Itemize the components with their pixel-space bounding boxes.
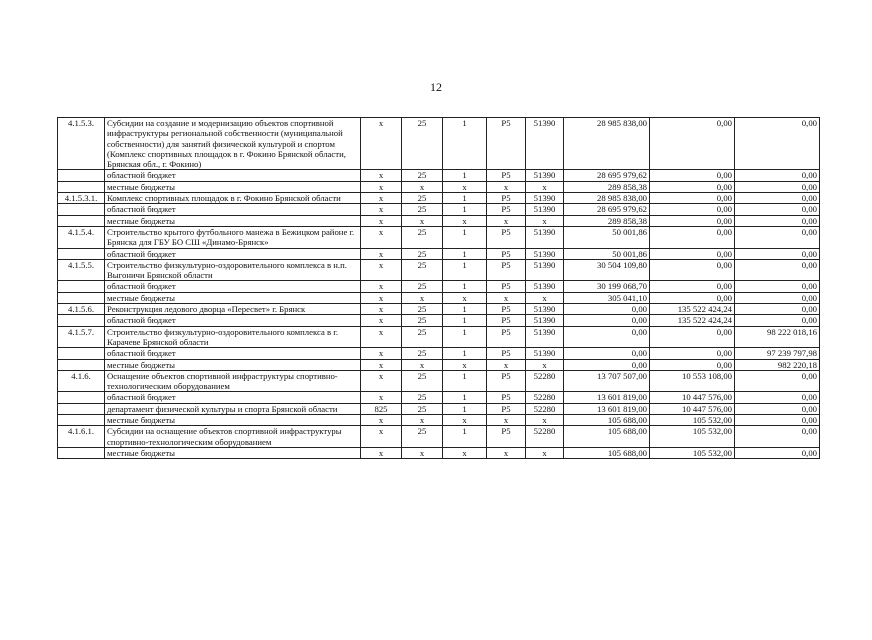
- col-project-code: P5: [487, 259, 526, 281]
- col-year-3-amount: 0,00: [735, 193, 820, 204]
- col-subprogram-code: 1: [443, 348, 487, 359]
- col-subprogram-code: 1: [443, 204, 487, 215]
- col-project-code: P5: [487, 315, 526, 326]
- budget-table-body: [58, 118, 820, 459]
- row-code: [58, 170, 105, 181]
- col-admin-code: х: [361, 359, 402, 370]
- col-program-code: 25: [402, 226, 443, 248]
- col-year-3-amount: 0,00: [735, 370, 820, 392]
- col-year-3-amount: 0,00: [735, 403, 820, 414]
- row-code: [58, 281, 105, 292]
- col-direction-code: 51390: [526, 204, 564, 215]
- table-row: [58, 281, 820, 292]
- row-name: местные бюджеты: [105, 215, 361, 226]
- table-row: [58, 370, 820, 392]
- col-direction-code: х: [526, 181, 564, 192]
- col-year-2-amount: 0,00: [650, 193, 735, 204]
- col-program-code: х: [402, 292, 443, 303]
- col-year-3-amount: 0,00: [735, 215, 820, 226]
- col-project-code: P5: [487, 326, 526, 348]
- col-subprogram-code: х: [443, 359, 487, 370]
- col-admin-code: х: [361, 426, 402, 448]
- col-subprogram-code: х: [443, 215, 487, 226]
- col-year-2-amount: 0,00: [650, 292, 735, 303]
- col-program-code: х: [402, 415, 443, 426]
- col-year-1-amount: 0,00: [564, 326, 650, 348]
- col-year-2-amount: 0,00: [650, 226, 735, 248]
- row-code: [58, 348, 105, 359]
- col-admin-code: х: [361, 118, 402, 170]
- row-name: Строительство крытого футбольного манежа в Бежицком районе г. Брянска для ГБУ БО СШ «Динамо-Брянск»: [105, 226, 361, 248]
- col-year-1-amount: 50 001,86: [564, 226, 650, 248]
- row-code: 4.1.6.: [58, 370, 105, 392]
- col-program-code: 25: [402, 170, 443, 181]
- col-admin-code: х: [361, 326, 402, 348]
- col-project-code: P5: [487, 403, 526, 414]
- col-year-1-amount: 289 858,38: [564, 181, 650, 192]
- col-program-code: 25: [402, 259, 443, 281]
- col-project-code: P5: [487, 281, 526, 292]
- col-program-code: 25: [402, 304, 443, 315]
- col-subprogram-code: 1: [443, 426, 487, 448]
- col-project-code: х: [487, 415, 526, 426]
- col-year-3-amount: 0,00: [735, 315, 820, 326]
- col-subprogram-code: 1: [443, 392, 487, 403]
- row-code: [58, 392, 105, 403]
- col-admin-code: х: [361, 215, 402, 226]
- col-year-2-amount: 105 532,00: [650, 415, 735, 426]
- col-year-2-amount: 0,00: [650, 215, 735, 226]
- col-project-code: P5: [487, 193, 526, 204]
- row-code: 4.1.5.5.: [58, 259, 105, 281]
- col-admin-code: 825: [361, 403, 402, 414]
- row-name: областной бюджет: [105, 248, 361, 259]
- col-direction-code: 51390: [526, 193, 564, 204]
- col-year-1-amount: 30 199 068,70: [564, 281, 650, 292]
- row-name: областной бюджет: [105, 170, 361, 181]
- col-year-2-amount: 10 447 576,00: [650, 403, 735, 414]
- col-admin-code: х: [361, 181, 402, 192]
- col-direction-code: 51390: [526, 259, 564, 281]
- col-project-code: х: [487, 181, 526, 192]
- col-admin-code: х: [361, 281, 402, 292]
- row-name: местные бюджеты: [105, 359, 361, 370]
- col-program-code: 25: [402, 248, 443, 259]
- row-code: [58, 204, 105, 215]
- col-program-code: 25: [402, 392, 443, 403]
- row-name: Субсидии на создание и модернизацию объектов спортивной инфраструктуры региональной собственности (муниципальной собственности) для занятий физической культурой и спортом (Комплекс спортивных площадок в г. Фокино Брянской области, Брянская обл., г. Фокино): [105, 118, 361, 170]
- col-year-2-amount: 0,00: [650, 259, 735, 281]
- col-project-code: P5: [487, 348, 526, 359]
- row-name: областной бюджет: [105, 348, 361, 359]
- table-row: [58, 248, 820, 259]
- row-code: 4.1.6.1.: [58, 426, 105, 448]
- col-direction-code: х: [526, 292, 564, 303]
- table-row: [58, 447, 820, 458]
- col-program-code: 25: [402, 204, 443, 215]
- col-year-3-amount: 0,00: [735, 226, 820, 248]
- col-year-1-amount: 30 504 109,80: [564, 259, 650, 281]
- col-admin-code: х: [361, 259, 402, 281]
- col-year-1-amount: 28 695 979,62: [564, 204, 650, 215]
- col-direction-code: х: [526, 215, 564, 226]
- row-code: [58, 447, 105, 458]
- col-subprogram-code: 1: [443, 315, 487, 326]
- col-project-code: P5: [487, 392, 526, 403]
- row-code: 4.1.5.7.: [58, 326, 105, 348]
- row-name: областной бюджет: [105, 392, 361, 403]
- col-admin-code: х: [361, 292, 402, 303]
- col-subprogram-code: 1: [443, 118, 487, 170]
- row-code: [58, 315, 105, 326]
- col-year-1-amount: 289 858,38: [564, 215, 650, 226]
- col-year-1-amount: 0,00: [564, 359, 650, 370]
- col-project-code: P5: [487, 304, 526, 315]
- row-name: областной бюджет: [105, 315, 361, 326]
- col-subprogram-code: 1: [443, 403, 487, 414]
- table-row: [58, 193, 820, 204]
- budget-table: [57, 117, 820, 459]
- col-year-1-amount: 105 688,00: [564, 447, 650, 458]
- col-program-code: 25: [402, 426, 443, 448]
- col-admin-code: х: [361, 248, 402, 259]
- col-year-1-amount: 50 001,86: [564, 248, 650, 259]
- col-program-code: х: [402, 447, 443, 458]
- row-name: департамент физической культуры и спорта Брянской области: [105, 403, 361, 414]
- col-year-3-amount: 0,00: [735, 118, 820, 170]
- col-year-3-amount: 0,00: [735, 248, 820, 259]
- col-year-1-amount: 105 688,00: [564, 426, 650, 448]
- col-year-3-amount: 0,00: [735, 292, 820, 303]
- row-code: [58, 292, 105, 303]
- col-subprogram-code: х: [443, 181, 487, 192]
- col-subprogram-code: 1: [443, 281, 487, 292]
- col-project-code: P5: [487, 226, 526, 248]
- col-year-2-amount: 0,00: [650, 181, 735, 192]
- col-direction-code: 52280: [526, 392, 564, 403]
- table-row: [58, 326, 820, 348]
- row-name: Строительство физкультурно-оздоровительного комплекса в н.п. Выгоничи Брянской области: [105, 259, 361, 281]
- col-year-2-amount: 135 522 424,24: [650, 315, 735, 326]
- row-name: Комплекс спортивных площадок в г. Фокино Брянской области: [105, 193, 361, 204]
- col-year-2-amount: 10 553 108,00: [650, 370, 735, 392]
- row-name: местные бюджеты: [105, 447, 361, 458]
- col-program-code: 25: [402, 403, 443, 414]
- row-code: 4.1.5.3.1.: [58, 193, 105, 204]
- col-direction-code: 51390: [526, 170, 564, 181]
- col-year-3-amount: 0,00: [735, 204, 820, 215]
- col-year-3-amount: 97 239 797,98: [735, 348, 820, 359]
- col-admin-code: х: [361, 170, 402, 181]
- page-number: 12: [430, 80, 442, 94]
- col-program-code: 25: [402, 326, 443, 348]
- col-direction-code: 51390: [526, 248, 564, 259]
- col-year-3-amount: 0,00: [735, 304, 820, 315]
- col-direction-code: 51390: [526, 281, 564, 292]
- row-name: местные бюджеты: [105, 292, 361, 303]
- row-name: местные бюджеты: [105, 181, 361, 192]
- col-year-3-amount: 0,00: [735, 415, 820, 426]
- col-year-1-amount: 28 985 838,00: [564, 193, 650, 204]
- row-name: Реконструкция ледового дворца «Пересвет» г. Брянск: [105, 304, 361, 315]
- row-code: 4.1.5.4.: [58, 226, 105, 248]
- col-direction-code: 52280: [526, 426, 564, 448]
- col-year-2-amount: 0,00: [650, 170, 735, 181]
- row-code: [58, 415, 105, 426]
- col-project-code: х: [487, 292, 526, 303]
- col-year-2-amount: 135 522 424,24: [650, 304, 735, 315]
- col-subprogram-code: 1: [443, 370, 487, 392]
- col-program-code: 25: [402, 370, 443, 392]
- col-year-1-amount: 13 707 507,00: [564, 370, 650, 392]
- table-row: [58, 170, 820, 181]
- col-direction-code: 51390: [526, 315, 564, 326]
- col-year-2-amount: 0,00: [650, 359, 735, 370]
- col-year-3-amount: 0,00: [735, 392, 820, 403]
- row-code: [58, 359, 105, 370]
- col-direction-code: 51390: [526, 226, 564, 248]
- table-row: [58, 315, 820, 326]
- col-project-code: х: [487, 359, 526, 370]
- col-program-code: 25: [402, 281, 443, 292]
- col-program-code: 25: [402, 193, 443, 204]
- col-admin-code: х: [361, 315, 402, 326]
- col-subprogram-code: 1: [443, 226, 487, 248]
- col-project-code: P5: [487, 170, 526, 181]
- col-admin-code: х: [361, 304, 402, 315]
- row-name: Строительство физкультурно-оздоровительного комплекса в г. Карачеве Брянской области: [105, 326, 361, 348]
- col-project-code: P5: [487, 118, 526, 170]
- row-code: 4.1.5.6.: [58, 304, 105, 315]
- row-name: Оснащение объектов спортивной инфраструктуры спортивно-технологическим оборудованием: [105, 370, 361, 392]
- col-program-code: х: [402, 359, 443, 370]
- col-subprogram-code: х: [443, 415, 487, 426]
- row-name: Субсидии на оснащение объектов спортивной инфраструктуры спортивно-технологическим оборудованием: [105, 426, 361, 448]
- table-row: [58, 426, 820, 448]
- col-direction-code: 51390: [526, 326, 564, 348]
- col-program-code: 25: [402, 118, 443, 170]
- col-year-1-amount: 13 601 819,00: [564, 392, 650, 403]
- col-project-code: P5: [487, 370, 526, 392]
- row-name: областной бюджет: [105, 204, 361, 215]
- table-row: [58, 392, 820, 403]
- col-year-3-amount: 0,00: [735, 181, 820, 192]
- col-year-2-amount: 0,00: [650, 118, 735, 170]
- col-year-2-amount: 0,00: [650, 248, 735, 259]
- table-row: [58, 181, 820, 192]
- col-admin-code: х: [361, 193, 402, 204]
- col-year-1-amount: 0,00: [564, 304, 650, 315]
- col-year-3-amount: 0,00: [735, 170, 820, 181]
- col-year-3-amount: 0,00: [735, 259, 820, 281]
- col-direction-code: 51390: [526, 304, 564, 315]
- col-direction-code: х: [526, 447, 564, 458]
- col-year-1-amount: 105 688,00: [564, 415, 650, 426]
- col-admin-code: х: [361, 447, 402, 458]
- col-program-code: х: [402, 215, 443, 226]
- col-year-3-amount: 0,00: [735, 426, 820, 448]
- col-direction-code: 51390: [526, 118, 564, 170]
- col-year-2-amount: 0,00: [650, 326, 735, 348]
- col-project-code: P5: [487, 204, 526, 215]
- col-admin-code: х: [361, 226, 402, 248]
- col-year-2-amount: 105 532,00: [650, 447, 735, 458]
- col-subprogram-code: х: [443, 292, 487, 303]
- col-year-3-amount: 98 222 018,16: [735, 326, 820, 348]
- col-direction-code: 52280: [526, 403, 564, 414]
- table-row: [58, 403, 820, 414]
- col-year-1-amount: 0,00: [564, 315, 650, 326]
- col-subprogram-code: 1: [443, 326, 487, 348]
- col-project-code: х: [487, 447, 526, 458]
- table-row: [58, 259, 820, 281]
- col-year-2-amount: 10 447 576,00: [650, 392, 735, 403]
- col-project-code: х: [487, 215, 526, 226]
- col-year-2-amount: 0,00: [650, 348, 735, 359]
- table-row: [58, 415, 820, 426]
- table-row: [58, 204, 820, 215]
- col-year-1-amount: 28 695 979,62: [564, 170, 650, 181]
- col-project-code: P5: [487, 426, 526, 448]
- col-admin-code: х: [361, 392, 402, 403]
- row-name: местные бюджеты: [105, 415, 361, 426]
- col-direction-code: 51390: [526, 348, 564, 359]
- col-direction-code: х: [526, 415, 564, 426]
- col-year-3-amount: 982 220,18: [735, 359, 820, 370]
- table-row: [58, 292, 820, 303]
- col-program-code: 25: [402, 315, 443, 326]
- table-row: [58, 118, 820, 170]
- row-code: 4.1.5.3.: [58, 118, 105, 170]
- row-code: [58, 248, 105, 259]
- table-row: [58, 215, 820, 226]
- col-subprogram-code: 1: [443, 248, 487, 259]
- table-row: [58, 359, 820, 370]
- col-project-code: P5: [487, 248, 526, 259]
- col-year-1-amount: 28 985 838,00: [564, 118, 650, 170]
- col-direction-code: 52280: [526, 370, 564, 392]
- row-code: [58, 215, 105, 226]
- col-year-1-amount: 13 601 819,00: [564, 403, 650, 414]
- col-year-2-amount: 105 532,00: [650, 426, 735, 448]
- row-code: [58, 181, 105, 192]
- col-year-1-amount: 0,00: [564, 348, 650, 359]
- col-year-1-amount: 305 041,10: [564, 292, 650, 303]
- col-subprogram-code: 1: [443, 259, 487, 281]
- table-row: [58, 348, 820, 359]
- row-name: областной бюджет: [105, 281, 361, 292]
- col-direction-code: х: [526, 359, 564, 370]
- col-subprogram-code: х: [443, 447, 487, 458]
- table-row: [58, 226, 820, 248]
- col-admin-code: х: [361, 348, 402, 359]
- col-admin-code: х: [361, 370, 402, 392]
- col-admin-code: х: [361, 415, 402, 426]
- col-year-2-amount: 0,00: [650, 281, 735, 292]
- col-subprogram-code: 1: [443, 193, 487, 204]
- row-code: [58, 403, 105, 414]
- col-year-3-amount: 0,00: [735, 447, 820, 458]
- col-admin-code: х: [361, 204, 402, 215]
- col-subprogram-code: 1: [443, 304, 487, 315]
- table-row: [58, 304, 820, 315]
- col-program-code: 25: [402, 348, 443, 359]
- col-program-code: х: [402, 181, 443, 192]
- col-year-3-amount: 0,00: [735, 281, 820, 292]
- col-year-2-amount: 0,00: [650, 204, 735, 215]
- col-subprogram-code: 1: [443, 170, 487, 181]
